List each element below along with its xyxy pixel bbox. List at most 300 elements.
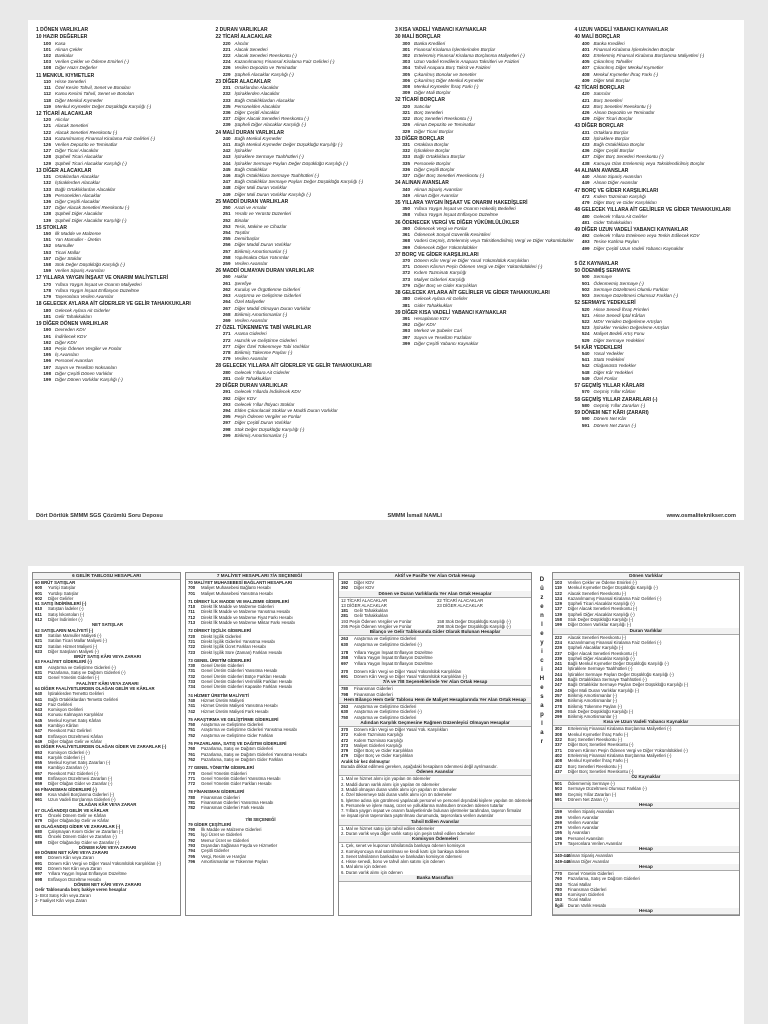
account-name: Enflasyon Düzeltme Hesabı bbox=[48, 876, 102, 882]
account-group-heading: 32 TİCARİ BORÇLAR bbox=[395, 97, 446, 104]
account-code: 760 bbox=[187, 746, 196, 752]
vertical-letter: s bbox=[540, 694, 544, 700]
account-group-heading: 19 DİĞER DÖNEN VARLIKLAR bbox=[36, 321, 109, 328]
account-code: 180 bbox=[43, 307, 51, 313]
note: Aralık bir kez dolmuştur bbox=[340, 758, 390, 764]
footer-right[interactable]: www.osmaliteknikser.com bbox=[666, 513, 736, 519]
account-name: Diğer Alacak Senetleri Reeskontu (-) bbox=[567, 650, 638, 656]
account-code: 198 bbox=[43, 370, 51, 376]
account-code: 692 bbox=[35, 866, 43, 872]
vertical-letter: p bbox=[540, 712, 544, 718]
account-name: Araştırma ve Geliştirme Giderleri (-) bbox=[353, 641, 422, 647]
account-code: 235 bbox=[222, 103, 231, 109]
paired-cell: 22 TİCARİ ALACAKLAR bbox=[437, 597, 484, 603]
account-code: 222 bbox=[554, 634, 562, 640]
account-code: 762 bbox=[187, 756, 196, 762]
account-name: Gelecek Yıllara Ertelenen veya Terkin Edilecek KDV bbox=[593, 233, 700, 239]
account-code: 241 bbox=[554, 661, 562, 667]
vertical-letter: i bbox=[541, 649, 543, 655]
account-row bbox=[36, 377, 198, 383]
account-code: 621 bbox=[35, 638, 43, 644]
group-heading: 75 ARAŞTIRMA VE GELİŞTİRME GİDERLERİ bbox=[187, 716, 279, 722]
account-name: İştiraklerden Temettü Gelirleri bbox=[48, 691, 104, 697]
account-row bbox=[216, 72, 378, 78]
account-code: 611 bbox=[35, 611, 42, 617]
account-name: Yıllara Yaygın İnşaat Enflasyon Düzeltme bbox=[353, 649, 433, 655]
account-code: 711 bbox=[187, 609, 195, 615]
account-name: Finansman Giderleri bbox=[567, 886, 607, 892]
account-code: 248 bbox=[222, 185, 231, 191]
account-code: 433 bbox=[581, 142, 590, 148]
account-code: 661 bbox=[35, 797, 43, 803]
account-group-heading: 13 DİĞER ALACAKLAR bbox=[36, 167, 92, 174]
account-code: 772 bbox=[187, 781, 196, 787]
account-name: Bağlı Menkul Kıymetler bbox=[234, 135, 282, 141]
account-code: 349 bbox=[402, 192, 410, 198]
account-name: 1. Mal ve hizmet satışı için tahsil edilen ödemeler bbox=[340, 825, 435, 831]
group-heading: 62 SATIŞLARIN MALİYETİ (-) bbox=[35, 627, 94, 633]
account-name: Şüpheli Diğer Alacaklar Karşılığı (-) bbox=[567, 611, 635, 617]
account-row bbox=[575, 338, 737, 344]
section-title: Ödenen Avanslar bbox=[339, 769, 531, 776]
account-name: Demirbaşlar bbox=[234, 236, 260, 242]
account-code: 590 bbox=[581, 416, 590, 422]
account-name: Genel Yönetim Giderleri (-) bbox=[48, 675, 100, 681]
account-code: 281 bbox=[222, 375, 231, 381]
account-code: 649 bbox=[35, 738, 43, 744]
account-code: 103 bbox=[554, 580, 562, 585]
account-name: Finansman Giderleri bbox=[353, 686, 393, 692]
account-name: Kambiyo Zararları (-) bbox=[48, 765, 88, 771]
account-name: 3. Maddi olmayan duran varlık alımı için yapılan ön ödemeler bbox=[340, 786, 457, 792]
account-name: Banka Kredileri bbox=[414, 40, 446, 46]
account-name: Sermaye Düzeltmesi Olumlu Farkları bbox=[593, 286, 669, 292]
account-code: 237 bbox=[222, 116, 231, 122]
account-code: 701 bbox=[187, 590, 196, 596]
account-code: 710 bbox=[187, 604, 196, 610]
account-name: İştiraklere Borçlar bbox=[593, 135, 630, 141]
account-code: 798 bbox=[340, 691, 349, 697]
account-name: Menkul Kıymetler İhraç Farkı (-) bbox=[567, 758, 629, 764]
account-code: 295 bbox=[222, 414, 231, 420]
account-name: Pazarlama, Satış ve Dağıtım Giderleri bbox=[567, 876, 640, 882]
account-code: 122 bbox=[554, 590, 562, 596]
account-name: Alınan Depozito ve Teminatlar bbox=[414, 122, 476, 128]
account-code: 601 bbox=[35, 590, 43, 596]
account-code: 734 bbox=[187, 684, 196, 690]
account-name: Dönem Net Kârı bbox=[593, 416, 627, 422]
account-code: 479 bbox=[340, 753, 349, 759]
account-name: 3. Senet tahsilatının bankadan ve bankadan komisyon ödemesi bbox=[340, 853, 462, 859]
account-name: Hizmet Üretim Maliyeti Fark Hesabı bbox=[200, 708, 269, 714]
account-code: 499 bbox=[581, 245, 590, 251]
account-name: 4. Özel tükenmeye tabi duran varlık alımı için ön ödemeler bbox=[340, 792, 452, 798]
account-code: 181 bbox=[43, 313, 51, 319]
account-name: Satılan Mamuller Maliyeti (-) bbox=[48, 632, 102, 638]
account-name: Taşıtlar bbox=[234, 229, 250, 235]
account-name: Önceki Dönem Gider ve Zararları (-) bbox=[48, 834, 117, 840]
account-row bbox=[36, 65, 198, 71]
account-name: Maliyet Muhasebesi Yansıtma Hesabı bbox=[200, 590, 273, 596]
account-code: 253 bbox=[222, 223, 231, 229]
group-heading: 72 DİREKT İŞÇİLİK GİDERLERİ bbox=[187, 628, 252, 634]
account-code: 501 bbox=[581, 280, 590, 286]
account-code: 370 bbox=[340, 726, 349, 732]
account-code: 432 bbox=[581, 135, 590, 141]
group-heading: 61 SATIŞ İNDİRİMLERİ (-) bbox=[35, 601, 87, 607]
account-code: 195 bbox=[43, 352, 51, 358]
account-name: 2. Maddi duran varlık alımı için yapılan ön ödemeler bbox=[340, 781, 440, 787]
account-name: Birikmiş Amortismanlar (-) bbox=[567, 698, 617, 704]
account-name: Ortaklardan Alacaklar bbox=[234, 85, 279, 91]
account-name: Vergi, Resim ve Harçlar bbox=[200, 853, 247, 859]
account-name: Diğer Alacak Senetleri Reeskontu (-) bbox=[55, 205, 130, 211]
account-name: Diğer KDV bbox=[234, 395, 257, 401]
account-code: 222 bbox=[222, 53, 231, 58]
account-row bbox=[216, 376, 378, 382]
cost-accounts-table bbox=[185, 572, 334, 916]
account-name: Diğer KDV bbox=[353, 580, 375, 585]
subtotal-label: FAALİYET KÂRI VEYA ZARARI bbox=[76, 680, 139, 686]
account-name: Birikmiş Amortismanlar (-) bbox=[234, 311, 288, 317]
account-row bbox=[216, 318, 378, 324]
account-row bbox=[575, 200, 737, 206]
account-row bbox=[216, 122, 378, 128]
account-code: 632 bbox=[35, 675, 43, 681]
account-name: Taşeronlara Verilen Avanslar bbox=[55, 294, 114, 300]
account-name: Diğer Sermaye Yedekleri bbox=[593, 337, 645, 343]
account-code: 332 bbox=[402, 148, 410, 154]
account-name: Diğer Borç ve Gider Karşılıkları bbox=[593, 200, 657, 206]
account-code: 402 bbox=[581, 53, 590, 58]
account-name: Araştırma ve Geliştirme Giderleri bbox=[353, 714, 417, 720]
account-code: 304 bbox=[402, 65, 410, 71]
account-name: Ticari Mallar bbox=[55, 249, 80, 255]
account-code: 440 bbox=[581, 174, 590, 180]
account-name: Hisse Senetleri bbox=[55, 78, 86, 84]
account-code: 529 bbox=[581, 337, 590, 343]
account-name: Borç Senetleri bbox=[414, 109, 443, 115]
account-code: 393 bbox=[402, 328, 410, 334]
account-code: 479 bbox=[581, 200, 590, 206]
account-row bbox=[395, 283, 557, 289]
account-row bbox=[395, 193, 557, 199]
account-code: 371 bbox=[554, 747, 562, 753]
account-code: 733 bbox=[187, 679, 196, 685]
group-heading: 65 DİĞER FAALİYETLERDEN OLAĞAN GİDER VE ZARARLAR (-) bbox=[35, 744, 167, 750]
account-name: Mamuller bbox=[55, 243, 74, 249]
account-code: 720 bbox=[187, 633, 196, 639]
account-code: 131 bbox=[43, 174, 51, 180]
account-name: Verilen Çekler ve Ödeme Emirleri (-) bbox=[567, 580, 637, 585]
account-row bbox=[575, 376, 737, 382]
account-name: Personel Avansları bbox=[55, 358, 94, 364]
account-code: 361 bbox=[402, 232, 410, 238]
account-name: Bağlı Ortaklıklardan Alacaklar bbox=[55, 186, 116, 192]
account-name: Sayım ve Tesellüm Fazlaları bbox=[414, 334, 472, 340]
paired-cell: 12 TİCARİ ALACAKLAR bbox=[340, 597, 388, 603]
account-code: 472 bbox=[581, 193, 590, 199]
account-group-heading: 58 GEÇMİŞ YILLAR ZARARLARI (-) bbox=[574, 396, 658, 403]
vertical-letter: r bbox=[540, 739, 544, 745]
account-name: Özel Maliyetler bbox=[234, 299, 265, 305]
account-code: 139 bbox=[554, 611, 562, 617]
account-code: 421 bbox=[581, 97, 590, 103]
vertical-letter: e bbox=[540, 631, 544, 637]
account-name: Personelden Alacaklar bbox=[55, 192, 101, 198]
vertical-letter: l bbox=[541, 622, 543, 628]
vertical-letter: a bbox=[540, 703, 544, 709]
vertical-letter: e bbox=[540, 685, 544, 691]
account-name: Diğer Borç ve Gider Karşılıkları bbox=[353, 753, 414, 759]
account-name: Memur Ücret ve Giderleri bbox=[200, 837, 249, 843]
account-name: Kazanılmamış Finansal Kiralama Faiz Gelirleri (-) bbox=[234, 59, 335, 65]
account-name: Maliyet Bedeli Artış Fonu bbox=[593, 331, 645, 337]
account-group-heading: 42 TİCARİ BORÇLAR bbox=[574, 85, 625, 92]
account-code: 278 bbox=[222, 350, 231, 356]
section-title: Hesap bbox=[553, 802, 739, 809]
account-code: 698 bbox=[35, 876, 43, 882]
account-code: 401 bbox=[581, 46, 590, 52]
account-group-heading: 37 BORÇ VE GİDER KARŞILIKLARI bbox=[395, 251, 479, 258]
account-code: 750 bbox=[340, 714, 349, 720]
account-code: 153 bbox=[554, 881, 562, 887]
account-code: 119 bbox=[43, 103, 51, 109]
account-group-heading: 12 TİCARİ ALACAKLAR bbox=[36, 110, 93, 117]
account-code: 437 bbox=[581, 154, 590, 160]
account-name: Araştırma ve Geliştirme Giderleri (-) bbox=[48, 664, 116, 670]
account-name: Genel Yönetim Giderleri bbox=[200, 770, 247, 776]
account-code: 349-449 bbox=[554, 858, 571, 864]
account-group-heading: 28 GELECEK YILLARA AİT GİDERLER VE GELİR TAHAKKUKLARI bbox=[215, 363, 372, 370]
account-code: 373 bbox=[340, 742, 349, 748]
account-code: 196 bbox=[43, 358, 51, 364]
section-title: Adından Karşılık Geçmesine Rağmen Düzenleyici Olmayan Hesaplar bbox=[339, 720, 531, 727]
account-name: Alınan Depozito ve Teminatlar bbox=[593, 109, 655, 115]
account-code: 429 bbox=[581, 116, 590, 122]
account-name: Diğer Stoklar bbox=[55, 255, 82, 261]
account-name: İndirilecek KDV bbox=[55, 333, 87, 339]
account-code: 620 bbox=[35, 632, 43, 638]
account-code: 247 bbox=[222, 179, 231, 185]
account-name: Verilen Avanslar bbox=[567, 819, 599, 825]
account-name: 2- Faaliyet Kârı veya Zararı bbox=[35, 897, 88, 903]
account-code: 796 bbox=[187, 858, 196, 864]
account-code: 199 bbox=[554, 622, 562, 628]
account-row bbox=[395, 129, 557, 135]
account-code: 721 bbox=[187, 638, 196, 644]
account-name: Gelir Tahakkukları bbox=[353, 613, 389, 619]
account-code: 648 bbox=[35, 733, 43, 739]
vertical-letter: n bbox=[540, 613, 544, 619]
account-code: 610 bbox=[35, 606, 43, 612]
account-row bbox=[395, 212, 557, 218]
account-code: 780 bbox=[554, 886, 562, 892]
subtotal-label: 7/B SEÇENEĞİ bbox=[245, 816, 276, 822]
account-code: 438 bbox=[581, 160, 590, 166]
account-name: Menkul Kıymet Satış Zararları (-) bbox=[48, 760, 111, 766]
account-name: Dönem Net Zararı (-) bbox=[567, 796, 608, 802]
paired-cell: 295 Peşin Ödenen Vergiler ve Fonlar bbox=[340, 624, 412, 630]
account-code: 153 bbox=[554, 897, 562, 903]
account-name: Yurtiçi Satışlar bbox=[48, 585, 76, 591]
account-name: Dönem Kârı veya Zararı bbox=[48, 855, 94, 861]
account-row bbox=[575, 116, 737, 122]
account-name: Diğer KDV bbox=[55, 339, 77, 345]
account-name: Bağlı Ortaklıklara Sermaye Taahhütleri (-) bbox=[567, 677, 647, 683]
account-code: 255 bbox=[222, 236, 231, 242]
account-code: 170 bbox=[43, 281, 51, 287]
account-code: 742 bbox=[187, 708, 196, 714]
account-code: 139 bbox=[43, 217, 51, 223]
account-name: Şüpheli Diğer Alacaklar Karşılığı (-) bbox=[567, 655, 635, 661]
account-code: 153 bbox=[43, 249, 51, 255]
account-name: Direkt İşçilik Giderleri bbox=[200, 633, 242, 639]
account-name: Şüpheli Alacaklar Karşılığı (-) bbox=[567, 645, 624, 651]
account-name: Birikmiş Amortismanlar (-) bbox=[567, 714, 617, 720]
paired-cell: 193 Peşin Ödenen Vergiler ve Fonlar bbox=[340, 618, 412, 624]
account-name: Birikmiş Amortismanlar (-) bbox=[234, 248, 288, 254]
group-heading: 74 HİZMET ÜRETİM MALİYETİ bbox=[187, 692, 249, 698]
account-name: Diğer Alacak Senetleri Reeskontu (-) bbox=[567, 606, 638, 612]
group-heading: 63 FAALİYET GİDERLERİ (-) bbox=[35, 659, 92, 665]
account-code: 249 bbox=[222, 191, 231, 197]
account-name: Borç Senetleri Reeskontu (-) bbox=[567, 763, 623, 769]
account-code: 549 bbox=[581, 375, 590, 381]
account-code: 402 bbox=[554, 752, 562, 758]
vertical-letter: y bbox=[540, 640, 544, 646]
account-code: 660 bbox=[35, 791, 43, 797]
subtotal-label: BRÜT SATIŞ KÂRI VEYA ZARARI bbox=[74, 654, 141, 660]
account-row bbox=[395, 245, 557, 251]
account-name: 6. Personele ve işlere maaş, ücret ve yolluklarına mahsuben önceden ödenen tutarlar bbox=[340, 802, 504, 808]
paired-cell: 298 Stok Değer Düşüklüğü Karşılığı (-) bbox=[437, 624, 511, 630]
account-code: 293 bbox=[222, 401, 231, 407]
account-code: 299 bbox=[554, 714, 562, 720]
account-name: Satılan Hizmet Maliyeti (-) bbox=[48, 643, 98, 649]
account-code: 279 bbox=[222, 356, 231, 362]
account-code: 681 bbox=[35, 834, 43, 840]
vertical-letter: a bbox=[540, 730, 544, 736]
account-name: Alınan Diğer Avanslar bbox=[593, 180, 638, 186]
account-name: Kısa Vadeli Borçlanma Giderleri (-) bbox=[48, 791, 115, 797]
page-2 bbox=[28, 566, 744, 1024]
account-name: Gelecek Yıllar İhtiyacı Stoklar bbox=[234, 401, 295, 407]
account-name: Kasa bbox=[55, 40, 66, 46]
account-code: 358 bbox=[340, 655, 349, 661]
account-name: Yıllara Yaygın İnşaat Enflasyon Düzeltme bbox=[353, 660, 433, 666]
account-code: 199 bbox=[43, 377, 51, 383]
account-code: 503 bbox=[554, 786, 562, 792]
account-group-heading: 36 ÖDENECEK VERGİ VE DİĞER YÜKÜMLÜLÜKLER bbox=[395, 219, 520, 226]
account-name: Diğer Borç Senetleri Reeskontu (-) bbox=[593, 154, 664, 160]
account-code: 630 bbox=[340, 641, 349, 647]
account-name: Gelecek Aylara Ait Giderler bbox=[55, 307, 111, 313]
account-name: Enflasyon Düzeltmesi Zararları (-) bbox=[48, 775, 113, 781]
account-name: Geçmiş Yıllar Zararları (-) bbox=[593, 402, 646, 408]
account-code: 612 bbox=[35, 617, 43, 623]
account-name: Verilen Avanslar bbox=[234, 260, 268, 266]
account-name: Maliyet Giderleri Karşılığı bbox=[353, 742, 402, 748]
account-group-heading: 43 DİĞER BORÇLAR bbox=[574, 123, 624, 130]
account-name: Diğer Ticari Alacaklar bbox=[55, 148, 99, 154]
account-name: Pazarlama, Satış ve Dağıtım Giderleri bbox=[200, 746, 274, 752]
account-code: 245 bbox=[222, 166, 231, 172]
subtotal-label: OLAĞAN KÂR VEYA ZARAR bbox=[78, 802, 137, 808]
account-group-heading: 29 DİĞER DURAN VARLIKLAR bbox=[215, 383, 288, 390]
account-code: 264 bbox=[222, 299, 231, 305]
account-name: Diğer Borç Senetleri Reeskontu (-) bbox=[567, 742, 634, 748]
account-group-heading: 4 UZUN VADELİ YABANCI KAYNAKLAR bbox=[574, 27, 669, 33]
account-name: Personele Borçlar bbox=[414, 160, 451, 166]
account-name: Arazi ve Arsalar bbox=[234, 205, 267, 211]
account-name: Birikmiş Amortismanlar (-) bbox=[567, 692, 617, 698]
account-code: 257 bbox=[554, 692, 562, 698]
account-row bbox=[36, 268, 198, 274]
account-name: 1. Çek, senet ve kuponun tahsilatında bankaya ödenen komisyon bbox=[340, 843, 466, 849]
account-code: 233 bbox=[222, 97, 231, 103]
account-name: Hisse Senedi İhraç Primleri bbox=[593, 306, 649, 312]
account-code: 269 bbox=[222, 317, 231, 323]
vertical-letter: ü bbox=[540, 586, 544, 592]
account-name: Dönem Kârı Vergi ve Diğer Yasal Yükümlülük Karşılıkları bbox=[414, 258, 529, 264]
account-code: 580 bbox=[581, 402, 590, 408]
account-name: Diğer Mali Borçlar bbox=[414, 90, 451, 96]
account-name: Verilen Depozito ve Teminatlar bbox=[234, 65, 297, 71]
account-name: 1. Mal ve hizmet alımı için yapılan ön ödemeler bbox=[340, 776, 431, 782]
page-1 bbox=[28, 20, 744, 520]
account-code: 405 bbox=[581, 59, 590, 65]
account-name: İştiraklere Borçlar bbox=[414, 148, 450, 154]
account-group-heading: 49 DİĞER UZUN VADELİ YABANCI KAYNAKLAR bbox=[574, 226, 689, 233]
account-name: Merkez ve Şubeler Cari bbox=[414, 328, 462, 334]
account-group-heading: 3 KISA VADELİ YABANCI KAYNAKLAR bbox=[395, 27, 487, 33]
account-code: 263 bbox=[222, 293, 231, 299]
account-group-heading: 25 MADDİ DURAN VARLIKLAR bbox=[215, 198, 289, 205]
account-name: Elden Çıkarılacak Stoklar ve Maddi Duran Varlıklar bbox=[234, 408, 338, 414]
account-name: Diğer Olağandışı Gelir ve Kârlar bbox=[48, 818, 109, 824]
account-code: 103 bbox=[43, 59, 51, 65]
account-name: İştiraklere Sermaye Taahhütleri (-) bbox=[234, 154, 304, 160]
account-code: 137 bbox=[43, 205, 51, 211]
account-name: Ortaklara Borçlar bbox=[593, 129, 629, 135]
account-code: 399 bbox=[402, 340, 410, 346]
account-code: 541 bbox=[581, 357, 590, 363]
account-name: Uzun Vadeli Kredilerin Anapara Taksitleri ve Faizleri bbox=[414, 59, 520, 65]
account-code: 449 bbox=[581, 180, 590, 186]
account-name: Finansal Kiralama İşlemlerinden Borçlar bbox=[593, 46, 675, 52]
account-code: 522 bbox=[581, 318, 590, 324]
account-code: 713 bbox=[187, 620, 196, 626]
account-name: Statü Yedekleri bbox=[593, 357, 625, 363]
account-code: 179 bbox=[43, 294, 51, 300]
account-name: İştiraklere Sermaye Taahhütleri (-) bbox=[567, 666, 633, 672]
account-group-heading: 26 MADDİ OLMAYAN DURAN VARLIKLAR bbox=[215, 268, 314, 275]
account-code: 780 bbox=[340, 686, 349, 692]
account-name: Menkul Kıymet Satış Kârları bbox=[48, 717, 102, 723]
account-group-heading: 54 KÂR YEDEKLERİ bbox=[574, 344, 623, 351]
account-name: Çıkarılmış Diğer Menkul Kıymetler bbox=[414, 77, 484, 83]
account-code: 102 bbox=[43, 53, 51, 58]
account-name: Bağlı Ortaklıklardan Temettü Gelirleri bbox=[48, 696, 119, 702]
account-name: Banka Kredileri bbox=[593, 40, 625, 46]
account-code: 292 bbox=[222, 395, 231, 401]
account-code: 321 bbox=[402, 109, 410, 115]
account-name: Ortaklardan Alacaklar bbox=[55, 174, 99, 180]
account-name: Taşeronlara Verilen Avanslar bbox=[567, 841, 623, 847]
account-code: 760 bbox=[554, 876, 562, 882]
account-name: Peşin Ödenen Vergiler ve Fonlar bbox=[55, 346, 122, 351]
